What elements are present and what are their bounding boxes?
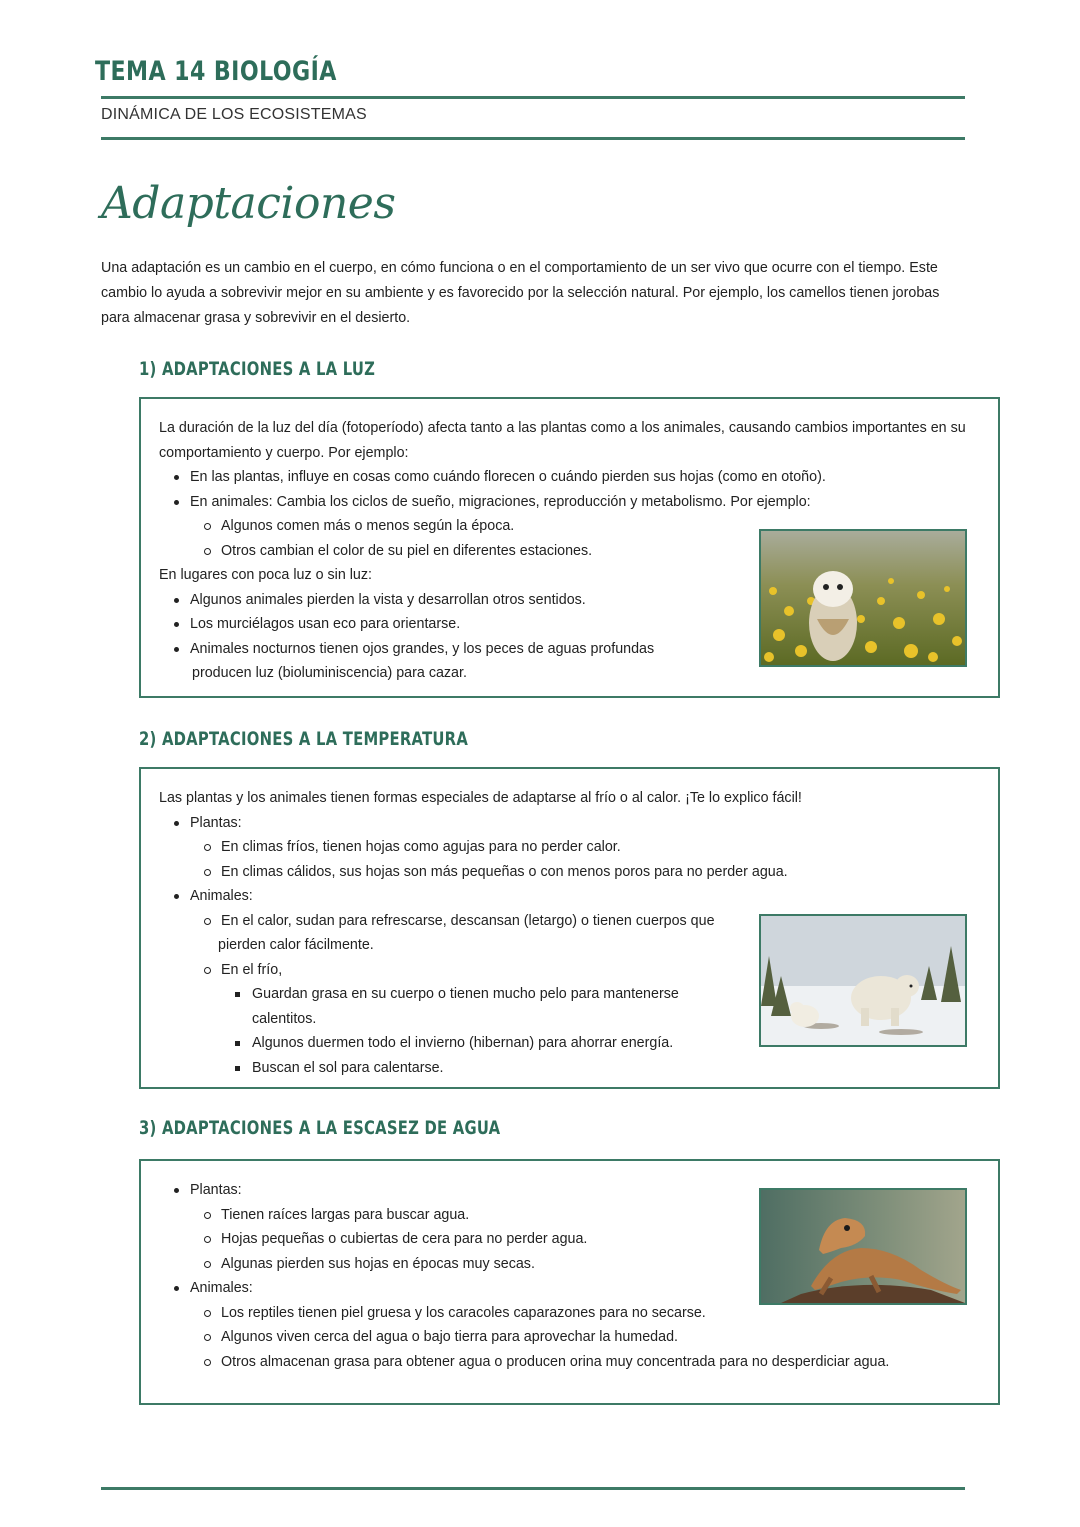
list-item: En climas fríos, tienen hojas como agujas para no perder calor. [190, 835, 974, 860]
list-item: Animales nocturnos tienen ojos grandes, y los peces de aguas profundas producen luz (bioluminiscencia) para cazar. [159, 637, 974, 686]
section1-intro: La duración de la luz del día (fotoperíodo) afecta tanto a las plantas como a los animales, causando cambios importantes en su comportamiento y cuerpo. Por ejemplo: [159, 420, 966, 461]
footer-rule [101, 1487, 965, 1490]
low-light-text: En lugares con poca luz o sin luz: [159, 567, 372, 583]
section2-box [139, 767, 1000, 1089]
header-top-rule [101, 96, 965, 99]
list-item: Algunos animales pierden la vista y desarrollan otros sentidos. [159, 588, 974, 613]
list-item: En las plantas, influye en cosas como cuándo florecen o cuándo pierden sus hojas (como en otoño). [159, 465, 974, 490]
section2-intro: Las plantas y los animales tienen formas especiales de adaptarse al frío o al calor. ¡Te lo explico fácil! [159, 790, 802, 806]
list-item: Animales: Los reptiles tienen piel gruesa y los caracoles caparazones para no secarse. Algunos viven cerca del agua o bajo tierra para aprovechar la humedad. Otros almacenan grasa para obtener agua o producen orina muy concentrada para no desperdiciar agua. [159, 1276, 974, 1374]
list-item: Plantas: Tienen raíces largas para buscar agua. Hojas pequeñas o cubiertas de cera para no perder agua. Algunas pierden sus hojas en épocas muy secas. [159, 1178, 974, 1276]
list-item: Los murciélagos usan eco para orientarse. [159, 612, 974, 637]
list-item: Algunos viven cerca del agua o bajo tierra para aprovechar la humedad. [190, 1325, 974, 1350]
lizard-photo [759, 1188, 967, 1305]
list-item: Algunos duermen todo el invierno (hibernan) para ahorrar energía. [221, 1031, 974, 1056]
section3-box [139, 1159, 1000, 1405]
list-item: En el calor, sudan para refrescarse, descansan (letargo) o tienen cuerpos que pierden calor fácilmente. [190, 909, 974, 958]
list-item: Otros cambian el color de su piel en diferentes estaciones. [190, 539, 974, 564]
section-heading: Adaptaciones [101, 178, 396, 229]
list-item: Otros almacenan grasa para obtener agua o producen orina muy concentrada para no desperdiciar agua. [190, 1350, 974, 1375]
section3-title: 3) ADAPTACIONES A LA ESCASEZ DE AGUA [139, 1117, 501, 1139]
list-item: En climas cálidos, sus hojas son más pequeñas o con menos poros para no perder agua. [190, 860, 974, 885]
list-item: Animales: En el calor, sudan para refrescarse, descansan (letargo) o tienen cuerpos que pierden calor fácilmente. En el frío, Guardan grasa en su cuerpo o tienen mucho pelo para mantenerse calentitos. Algunos duermen todo el invierno (hibernan) para ahorrar energía. Buscan el sol para calentarse. [159, 884, 974, 1080]
owl-photo [759, 529, 967, 667]
section2-title: 2) ADAPTACIONES A LA TEMPERATURA [139, 728, 469, 750]
header-bottom-rule [101, 137, 965, 140]
intro-paragraph: Una adaptación es un cambio en el cuerpo, en cómo funciona o en el comportamiento de un ser vivo que ocurre con el tiempo. Este cambio lo ayuda a sobrevivir mejor en su ambiente y es favorecido por la selección natural. Por ejemplo, los camellos tienen jorobas para almacenar grasa y sobrevivir en el desierto. [101, 260, 940, 326]
polar-bear-photo [759, 914, 967, 1047]
list-item: Hojas pequeñas o cubiertas de cera para no perder agua. [190, 1227, 974, 1252]
list-item: Buscan el sol para calentarse. [221, 1056, 974, 1081]
page-subtitle: DINÁMICA DE LOS ECOSISTEMAS [101, 106, 367, 123]
list-item: Algunos comen más o menos según la época. [190, 514, 974, 539]
list-item: Algunas pierden sus hojas en épocas muy secas. [190, 1252, 974, 1277]
section1-box [139, 397, 1000, 698]
list-item: Los reptiles tienen piel gruesa y los caracoles caparazones para no secarse. [190, 1301, 974, 1326]
page-title: TEMA 14 BIOLOGÍA [95, 56, 337, 87]
list-item: Plantas: En climas fríos, tienen hojas como agujas para no perder calor. En climas cálidos, sus hojas son más pequeñas o con menos poros para no perder agua. [159, 811, 974, 885]
list-item: En animales: Cambia los ciclos de sueño, migraciones, reproducción y metabolismo. Por ejemplo: Algunos comen más o menos según la época. Otros cambian el color de su piel en diferentes estaciones. [159, 490, 974, 564]
list-item: En el frío, Guardan grasa en su cuerpo o tienen mucho pelo para mantenerse calentitos. Algunos duermen todo el invierno (hibernan) para ahorrar energía. Buscan el sol para calentarse. [190, 958, 974, 1081]
list-item: Tienen raíces largas para buscar agua. [190, 1203, 974, 1228]
list-item: Guardan grasa en su cuerpo o tienen mucho pelo para mantenerse calentitos. [221, 982, 974, 1031]
section1-title: 1) ADAPTACIONES A LA LUZ [139, 358, 376, 380]
